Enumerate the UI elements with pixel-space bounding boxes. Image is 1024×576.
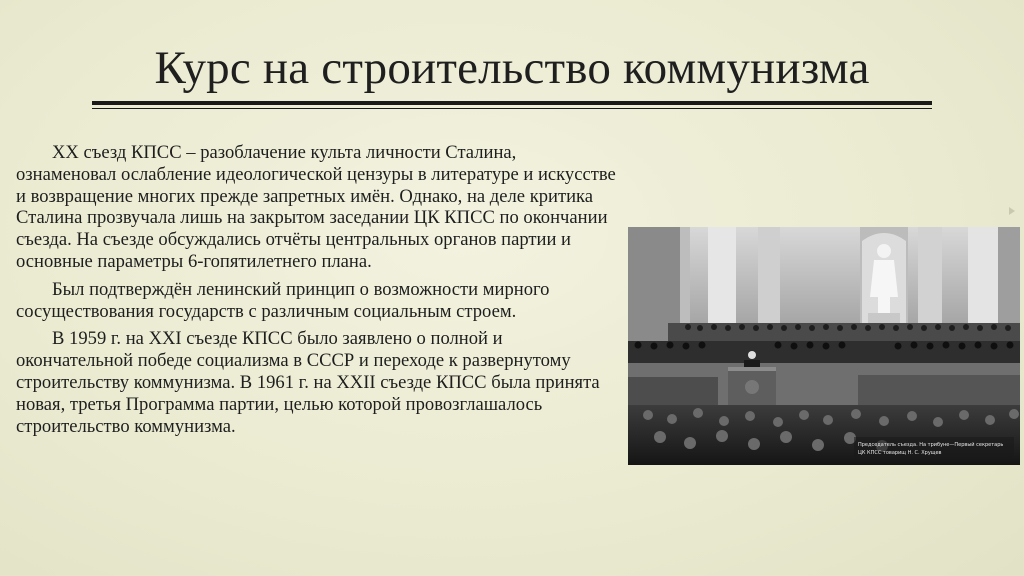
title-underline-thin [92,108,932,109]
paragraph-1: XX съезд КПСС – разоблачение культа личности Сталина, ознаменовал ослабление идеологической цензуры в литературе и искусстве и возвращение многих прежде запретных имён. Однако, на деле критика Сталина прозвучала лишь на закрытом заседании ЦК КПСС по окончании съезда. На съезде обсуждались отчёты центральных органов партии и основные параметры 6-гопятилетнего плана. [16,142,616,272]
paragraph-2: Был подтверждён ленинский принцип о возможности мирного сосуществования государств с различным социальным строем. [16,278,550,322]
slide-title: Курс на строительство коммунизма [154,42,870,94]
body-text [16,142,616,443]
photo-caption-line-1: Председатель съезда. На трибуне—Первый секретарь [858,442,1004,448]
photo-caption-line-2: ЦК КПСС товарищ Н. С. Хрущев [858,450,942,456]
congress-photo-image [628,227,1020,465]
congress-photo [628,227,1020,465]
corner-arrow-icon [1009,207,1015,215]
title-underline-thick [92,101,932,105]
paragraph-3: В 1959 г. на XXI съезде КПСС было заявлено о полной и окончательной победе социализма в СССР и переходе к развернутому строительству коммунизма. В 1961 г. на XXII съезде КПСС была принята новая, третья Программа партии, целью которой провозглашалось строительство коммунизма. [16,328,600,437]
